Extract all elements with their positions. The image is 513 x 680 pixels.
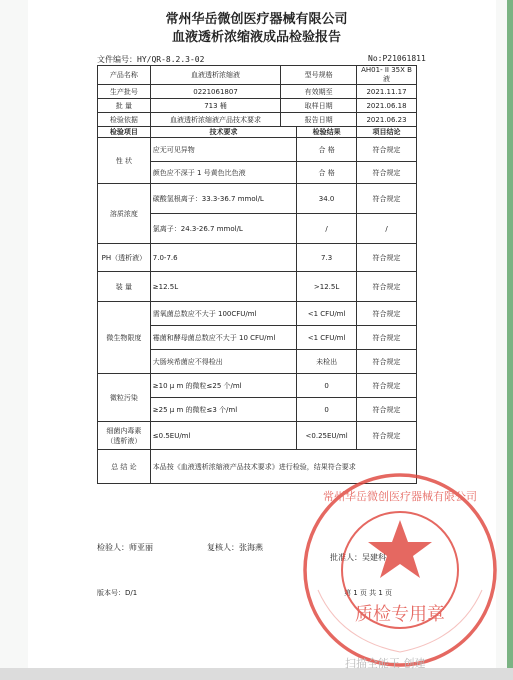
particles-conc-1: 符合规定 bbox=[357, 374, 417, 398]
microbe-result-3: 未检出 bbox=[297, 350, 357, 374]
header-result: 检验结果 bbox=[297, 127, 357, 138]
reviewer: 复核人：张海燕 bbox=[207, 543, 263, 552]
microbe-conc-1: 符合规定 bbox=[357, 302, 417, 326]
volume-result: >12.5L bbox=[297, 272, 357, 302]
appearance-label: 性 状 bbox=[98, 138, 151, 184]
microbe-req-1: 需氧菌总数应不大于 100CFU/ml bbox=[150, 302, 296, 326]
microbe-req-2: 霉菌和酵母菌总数应不大于 10 CFU/ml bbox=[150, 326, 296, 350]
seal-outer-ring bbox=[305, 475, 495, 665]
particles-conc-2: 符合规定 bbox=[357, 398, 417, 422]
particles-label: 微粒污染 bbox=[98, 374, 151, 422]
right-edge-bar bbox=[507, 0, 513, 680]
microbe-label: 微生物限度 bbox=[98, 302, 151, 374]
ph-result: 7.3 bbox=[297, 244, 357, 272]
header-item: 检验项目 bbox=[98, 127, 151, 138]
header-conclusion: 项目结论 bbox=[357, 127, 417, 138]
solute-result-1: 34.0 bbox=[297, 184, 357, 214]
quantity-value: 713 桶 bbox=[150, 99, 280, 113]
model-label: 型号规格 bbox=[281, 66, 357, 85]
inspection-seal bbox=[300, 470, 500, 670]
product-name-label: 产品名称 bbox=[98, 66, 151, 85]
solute-req-1: 碳酸氢根离子：33.3-36.7 mmol/L bbox=[150, 184, 296, 214]
company-name: 常州华岳微创医疗器械有限公司 bbox=[165, 12, 348, 27]
report-title: 血液透析浓缩液成品检验报告 bbox=[171, 30, 341, 45]
approver: 批准人：吴建科 bbox=[330, 553, 386, 562]
scanner-watermark: 扫描全能王 创建 bbox=[345, 657, 426, 670]
summary-text: 本品按《血液透析浓缩液产品技术要求》进行检验，结果符合要求 bbox=[150, 450, 416, 484]
sample-date-value: 2021.06.18 bbox=[357, 99, 417, 113]
solute-result-2: / bbox=[297, 214, 357, 244]
batch-no-value: 0221061807 bbox=[150, 85, 280, 99]
volume-conc: 符合规定 bbox=[357, 272, 417, 302]
solute-label: 溶质浓度 bbox=[98, 184, 151, 244]
solute-req-2: 氯离子：24.3-26.7 mmol/L bbox=[150, 214, 296, 244]
report-number: No:P21061811 bbox=[368, 54, 426, 63]
basis-label: 检验依据 bbox=[98, 113, 151, 127]
expiry-value: 2021.11.17 bbox=[357, 85, 417, 99]
volume-label: 装 量 bbox=[98, 272, 151, 302]
ph-label: PH（透析液） bbox=[98, 244, 151, 272]
microbe-result-1: <1 CFU/ml bbox=[297, 302, 357, 326]
volume-req: ≥12.5L bbox=[150, 272, 296, 302]
endotoxin-result: <0.25EU/ml bbox=[297, 422, 357, 450]
seal-center-text: 质检专用章 bbox=[355, 604, 445, 625]
inspection-table bbox=[97, 65, 417, 484]
particles-result-1: 0 bbox=[297, 374, 357, 398]
appearance-conc-1: 符合规定 bbox=[357, 138, 417, 162]
solute-conc-2: / bbox=[357, 214, 417, 244]
seal-star-icon bbox=[368, 520, 432, 578]
ph-conc: 符合规定 bbox=[357, 244, 417, 272]
file-number: 文件编号：HY/QR-8.2.3-02 bbox=[97, 55, 205, 64]
endotoxin-conc: 符合规定 bbox=[357, 422, 417, 450]
particles-req-2: ≥25 μ m 的微粒≤3 个/ml bbox=[150, 398, 296, 422]
sample-date-label: 取样日期 bbox=[281, 99, 357, 113]
product-name-value: 血液透析浓缩液 bbox=[150, 66, 280, 85]
quantity-label: 批 量 bbox=[98, 99, 151, 113]
ph-req: 7.0-7.6 bbox=[150, 244, 296, 272]
summary-label: 总 结 论 bbox=[98, 450, 151, 484]
endotoxin-label: 细菌内毒素（透析液） bbox=[98, 422, 151, 450]
endotoxin-req: ≤0.5EU/ml bbox=[150, 422, 296, 450]
appearance-conc-2: 符合规定 bbox=[357, 162, 417, 184]
solute-conc-1: 符合规定 bbox=[357, 184, 417, 214]
version: 版本号：D/1 bbox=[97, 589, 138, 597]
expiry-label: 有效期至 bbox=[281, 85, 357, 99]
seal-ring-text: 常州华岳微创医疗器械有限公司 bbox=[323, 490, 477, 503]
appearance-req-2: 颜色应不深于 1 号黄色比色液 bbox=[150, 162, 296, 184]
microbe-result-2: <1 CFU/ml bbox=[297, 326, 357, 350]
appearance-result-2: 合 格 bbox=[297, 162, 357, 184]
report-date-label: 报告日期 bbox=[281, 113, 357, 127]
microbe-conc-3: 符合规定 bbox=[357, 350, 417, 374]
particles-req-1: ≥10 μ m 的微粒≤25 个/ml bbox=[150, 374, 296, 398]
batch-no-label: 生产批号 bbox=[98, 85, 151, 99]
appearance-result-1: 合 格 bbox=[297, 138, 357, 162]
model-value: AH01- II 35X B 液 bbox=[357, 66, 417, 85]
report-date-value: 2021.06.23 bbox=[357, 113, 417, 127]
appearance-req-1: 应无可见异物 bbox=[150, 138, 296, 162]
microbe-req-3: 大肠埃希菌应不得检出 bbox=[150, 350, 296, 374]
header-requirement: 技术要求 bbox=[150, 127, 296, 138]
inspector: 检验人：师亚丽 bbox=[97, 543, 153, 552]
particles-result-2: 0 bbox=[297, 398, 357, 422]
microbe-conc-2: 符合规定 bbox=[357, 326, 417, 350]
page-number: 第 1 页 共 1 页 bbox=[344, 589, 393, 597]
basis-value: 血液透析浓缩液产品技术要求 bbox=[150, 113, 280, 127]
